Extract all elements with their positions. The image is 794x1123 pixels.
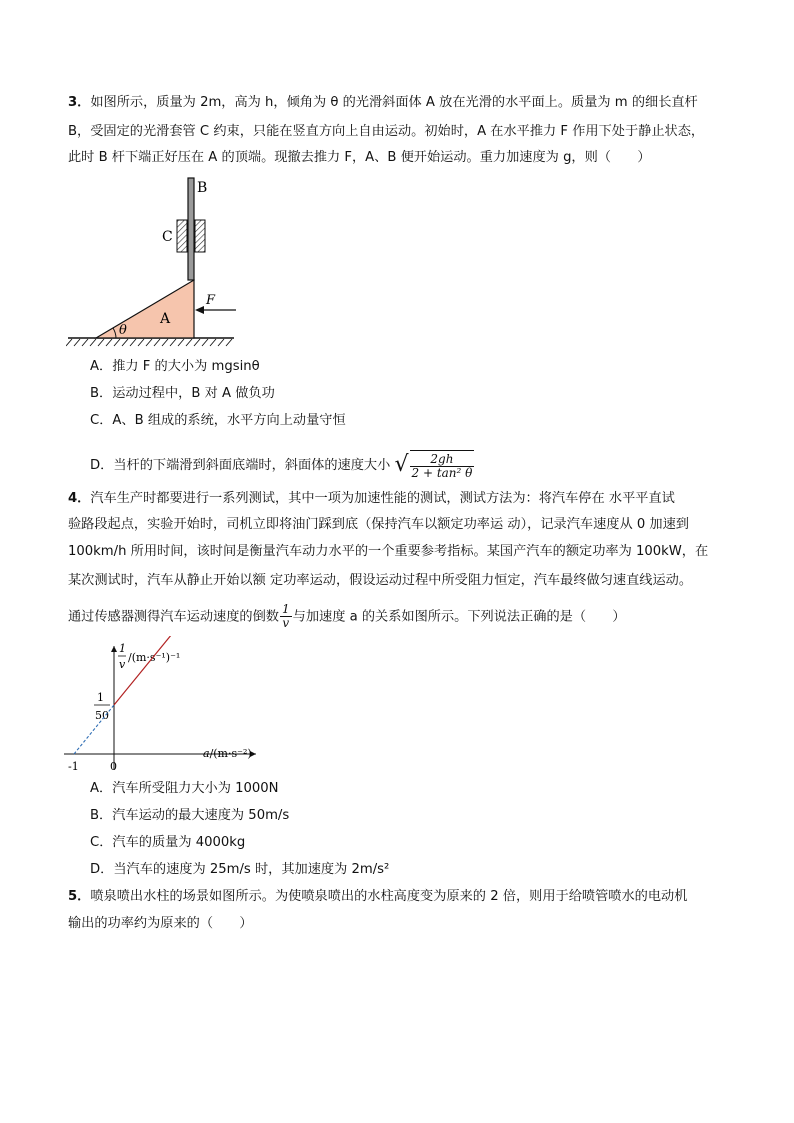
- q4-option-a: A．汽车所受阻力大小为 1000N: [90, 781, 279, 796]
- q3-option-d: D．当杆的下端滑到斜面底端时，斜面体的速度大小 √ $\frac{2gh}{\text{2 + tan² θ}}$: [90, 452, 473, 480]
- x-tick-neg1: -1: [68, 760, 79, 773]
- rod-b: [188, 178, 194, 280]
- label-theta: θ: [119, 323, 127, 338]
- q3-option-b: B．运动过程中，B 对 A 做负功: [90, 386, 275, 401]
- q5-line-1: [68, 887, 687, 907]
- q4-option-b: B．汽车运动的最大速度为 50m/s: [90, 808, 290, 823]
- inline-frac-denominator: v: [282, 616, 290, 630]
- label-f: F: [206, 293, 216, 308]
- q3-text-1: 如图所示，质量为 2m，高为 h，倾角为 θ 的光滑斜面体 A 放在光滑的水平面上。质量为 m 的细长直杆: [90, 95, 698, 110]
- q3-line-3: 此时 B 杆下端正好压在 A 的顶端。现撤去推力 F，A、B 便开始运动。重力加速度为 g，则（ ）: [68, 150, 651, 165]
- svg-text:50: 50: [95, 709, 109, 722]
- q3-option-c: C．A、B 组成的系统，水平方向上动量守恒: [90, 413, 346, 428]
- q4-number: 4．: [68, 491, 91, 506]
- q3-option-d-formula: [410, 450, 475, 480]
- sleeve-c-right: [195, 220, 205, 252]
- q4-text-1: 汽车生产时都要进行一系列测试，其中一项为加速性能的测试，测试方法为：将汽车停在 水平平直试: [90, 491, 675, 506]
- q3-option-d-text: D．当杆的下端滑到斜面底端时，斜面体的速度大小: [90, 458, 391, 473]
- q4-line-5: [68, 603, 626, 630]
- label-b: B: [197, 180, 208, 196]
- q3-line-2: B，受固定的光滑套管 C 约束，只能在竖直方向上自由运动。初始时，A 在水平推力 F 作用下处于静止状态，: [68, 124, 705, 139]
- q4-last-prefix: 通过传感器测得汽车运动速度的倒数: [68, 609, 279, 625]
- series-measured: [114, 636, 194, 705]
- q5-line-2: 输出的功率约为原来的（ ）: [68, 916, 253, 931]
- svg-text:1: 1: [119, 642, 126, 655]
- svg-text:/(m·s⁻¹)⁻¹: /(m·s⁻¹)⁻¹: [128, 651, 181, 664]
- formula-numerator: 2gh: [410, 453, 475, 467]
- q4-option-d: D．当汽车的速度为 25m/s 时，其加速度为 2m/s²: [90, 862, 390, 877]
- label-c: C: [162, 229, 173, 245]
- q3-number: 3．: [68, 95, 91, 110]
- q4-line-2: 验路段起点，实验开始时，司机立即将油门踩到底（保持汽车以额定功率运 动），记录汽车速度从 0 加速到: [68, 517, 689, 532]
- q3-figure: [66, 174, 246, 354]
- formula-denominator: 2 + tan² θ: [411, 466, 473, 480]
- q4-line-3: 100km/h 所用时间，该时间是衡量汽车动力水平的一个重要参考指标。某国产汽车的额定功率为 100kW，在: [68, 544, 709, 559]
- q3-line-1: [68, 93, 698, 113]
- q4-line-1: [68, 489, 675, 509]
- svg-text:v: v: [119, 658, 126, 671]
- sleeve-c-left: [177, 220, 187, 252]
- q4-line-4: 某次测试时，汽车从静止开始以额 定功率运动，假设运动过程中所受阻力恒定，汽车最终做匀速直线运动。: [68, 573, 693, 588]
- q5-text-1: 喷泉喷出水柱的场景如图所示。为使喷泉喷出的水柱高度变为原来的 2 倍，则用于给喷管喷水的电动机: [90, 889, 688, 904]
- q4-inline-frac: [280, 603, 292, 630]
- q4-chart: [60, 636, 280, 776]
- x-axis-label: a/(m·s⁻²): [203, 747, 252, 760]
- x-tick-0: 0: [110, 760, 117, 773]
- svg-text:1: 1: [97, 691, 104, 704]
- label-a: A: [160, 311, 171, 327]
- inline-frac-numerator: 1: [282, 602, 290, 616]
- q4-last-suffix: 与加速度 a 的关系如图所示。下列说法正确的是（ ）: [292, 609, 626, 625]
- q4-option-c: C．汽车的质量为 4000kg: [90, 835, 246, 850]
- q3-option-a: A．推力 F 的大小为 mgsinθ: [90, 359, 260, 374]
- q5-number: 5．: [68, 889, 91, 904]
- wedge-a: [96, 280, 194, 338]
- y-axis-label: [118, 642, 180, 671]
- y-tick-1-50: [94, 691, 110, 722]
